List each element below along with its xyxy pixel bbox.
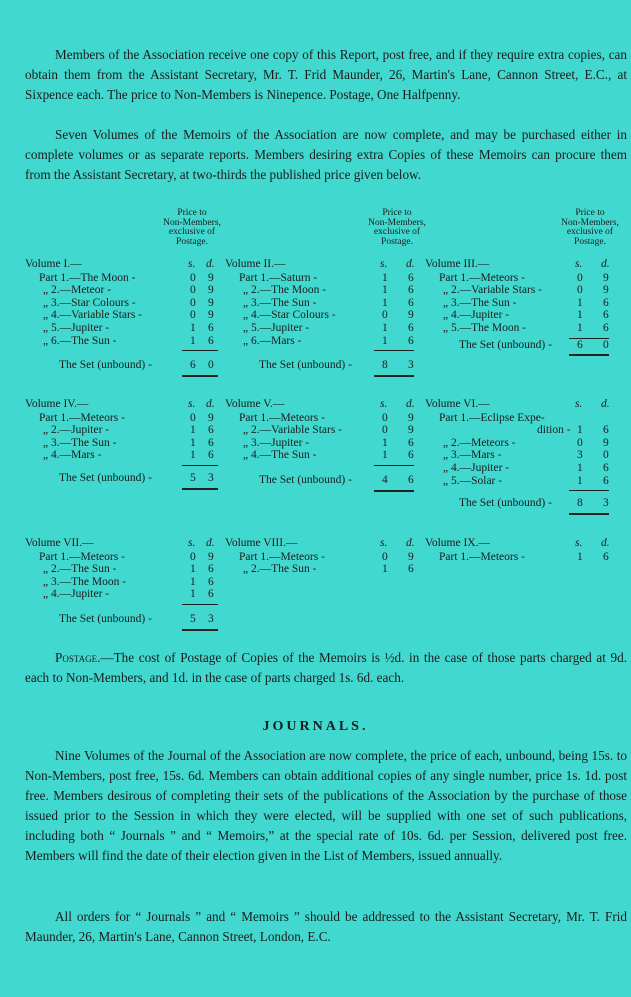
part-label: „ 5.—Solar - bbox=[443, 474, 503, 487]
part-shillings: 0 bbox=[382, 424, 388, 437]
part-pence: 0 bbox=[603, 449, 609, 462]
set-label: The Set (unbound) - bbox=[259, 474, 352, 486]
part-shillings: 1 bbox=[577, 424, 583, 437]
part-label: „ 6.—Mars - bbox=[243, 334, 302, 347]
set-pence: 3 bbox=[208, 613, 214, 625]
set-shillings: 8 bbox=[577, 497, 583, 510]
part-pence: 6 bbox=[208, 575, 214, 588]
set-label: The Set (unbound) - bbox=[59, 613, 152, 625]
part-label: Part 1.—Meteors - bbox=[39, 411, 125, 424]
part-pence: 9 bbox=[208, 284, 214, 297]
part-shillings: 1 bbox=[382, 271, 388, 284]
part-pence: 9 bbox=[603, 284, 609, 297]
volume-title: Volume VII.— bbox=[25, 537, 94, 549]
volume-title: Volume V.— bbox=[225, 398, 285, 410]
part-label: „ 2.—The Sun - bbox=[243, 563, 317, 576]
volume-title: Volume IV.— bbox=[25, 398, 89, 410]
part-label: „ 4.—The Sun - bbox=[243, 449, 317, 462]
pence-header: d. bbox=[206, 258, 215, 270]
part-label: „ 4.—Jupiter - bbox=[443, 462, 510, 474]
volume-title: Volume IX.— bbox=[425, 537, 490, 549]
part-label: „ 2.—Meteor - bbox=[43, 284, 112, 297]
part-label: „ 3.—The Moon - bbox=[43, 575, 127, 588]
part-label: „ 2.—The Moon - bbox=[243, 284, 327, 297]
part-label: „ 4.—Jupiter - bbox=[43, 588, 110, 601]
part-pence: 6 bbox=[408, 271, 414, 284]
part-pence: 6 bbox=[603, 474, 609, 487]
part-shillings: 1 bbox=[577, 322, 583, 334]
part-shillings: 0 bbox=[382, 411, 388, 424]
total-double-rule bbox=[374, 375, 414, 377]
part-shillings: 0 bbox=[190, 411, 196, 424]
pence-header: d. bbox=[601, 398, 610, 410]
part-pence: 6 bbox=[208, 449, 214, 462]
shillings-header: s. bbox=[380, 258, 388, 270]
part-shillings: 1 bbox=[190, 334, 196, 347]
part-label: „ 4.—Star Colours - bbox=[243, 309, 336, 322]
total-rule bbox=[182, 465, 218, 466]
set-pence: 3 bbox=[603, 497, 609, 510]
part-shillings: 0 bbox=[190, 550, 196, 563]
part-label: Part 1.—Meteors - bbox=[239, 411, 325, 424]
postage-lead: Postage. bbox=[55, 650, 101, 665]
set-shillings: 8 bbox=[382, 359, 388, 372]
set-pence: 0 bbox=[208, 359, 214, 372]
price-header-col2: Price to Non-Members, exclusive of Postage. bbox=[368, 208, 426, 247]
part-shillings: 0 bbox=[382, 309, 388, 322]
part-label: „ 4.—Mars - bbox=[43, 449, 102, 462]
total-rule bbox=[374, 465, 414, 466]
part-shillings: 1 bbox=[577, 296, 583, 309]
set-pence: 6 bbox=[408, 474, 414, 486]
total-rule bbox=[182, 604, 218, 605]
set-shillings: 5 bbox=[190, 613, 196, 625]
part-shillings: 1 bbox=[382, 284, 388, 297]
shillings-header: s. bbox=[575, 537, 583, 549]
part-label: Part 1.—Meteors - bbox=[39, 550, 125, 563]
pence-header: d. bbox=[601, 258, 610, 270]
part-pence: 9 bbox=[408, 411, 414, 424]
part-shillings: 1 bbox=[382, 436, 388, 449]
shillings-header: s. bbox=[575, 258, 583, 270]
part-pence: 6 bbox=[208, 563, 214, 576]
set-label: The Set (unbound) - bbox=[259, 359, 352, 372]
part-pence: 6 bbox=[408, 334, 414, 347]
total-double-rule bbox=[374, 490, 414, 492]
part-label: „ 3.—The Sun - bbox=[443, 296, 517, 309]
part-shillings: 0 bbox=[190, 271, 196, 284]
part-shillings: 0 bbox=[190, 284, 196, 297]
part-pence: 6 bbox=[408, 563, 414, 576]
price-header-col3: Price to Non-Members, exclusive of Postage. bbox=[561, 208, 619, 247]
intro-paragraph-2: Seven Volumes of the Memoirs of the Association are now complete, and may be purchased either in complete volumes or as separate reports. Members desiring extra Copies of these Memoirs can procure them from the Assistant Secretary, at two-thirds the published price given below. bbox=[25, 127, 627, 182]
total-double-rule bbox=[182, 488, 218, 490]
part-shillings: 1 bbox=[190, 424, 196, 437]
part-shillings: 0 bbox=[382, 550, 388, 563]
part-label: Part 1.—Eclipse Expe- bbox=[439, 411, 545, 424]
set-shillings: 6 bbox=[190, 359, 196, 372]
part-shillings: 1 bbox=[577, 474, 583, 487]
part-shillings: 0 bbox=[190, 296, 196, 309]
part-label: Part 1.—The Moon - bbox=[39, 271, 136, 284]
set-label: The Set (unbound) - bbox=[59, 472, 152, 484]
pence-header: d. bbox=[601, 537, 610, 549]
part-label: „ 3.—Star Colours - bbox=[43, 296, 136, 309]
part-pence: 6 bbox=[408, 449, 414, 462]
part-pence: 9 bbox=[408, 424, 414, 437]
part-shillings: 3 bbox=[577, 449, 583, 462]
part-label: „ 3.—Jupiter - bbox=[243, 436, 310, 449]
part-label: „ 5.—Jupiter - bbox=[243, 322, 310, 334]
part-label: „ 2.—Variable Stars - bbox=[243, 424, 342, 437]
part-shillings: 1 bbox=[382, 334, 388, 347]
part-label: Part 1.—Saturn - bbox=[239, 271, 318, 284]
set-pence: 3 bbox=[408, 359, 414, 372]
part-label: „ 2.—The Sun - bbox=[43, 563, 117, 576]
part-label: dition - bbox=[537, 424, 571, 437]
part-shillings: 1 bbox=[382, 322, 388, 334]
part-label: „ 5.—Jupiter - bbox=[43, 322, 110, 334]
journals-heading: JOURNALS. bbox=[262, 719, 369, 734]
part-label: Part 1.—Meteors - bbox=[439, 550, 525, 563]
part-label: „ 2.—Meteors - bbox=[443, 436, 516, 449]
set-label: The Set (unbound) - bbox=[459, 338, 552, 351]
part-pence: 6 bbox=[603, 550, 609, 563]
part-shillings: 1 bbox=[190, 322, 196, 334]
part-shillings: 1 bbox=[577, 550, 583, 563]
part-pence: 6 bbox=[208, 334, 214, 347]
volume-title: Volume VIII.— bbox=[225, 537, 298, 549]
part-label: „ 4.—Jupiter - bbox=[443, 309, 510, 322]
part-pence: 9 bbox=[208, 550, 214, 563]
part-shillings: 1 bbox=[577, 462, 583, 474]
part-pence: 9 bbox=[208, 296, 214, 309]
volume-title: Volume I.— bbox=[25, 258, 82, 270]
part-pence: 9 bbox=[408, 550, 414, 563]
part-shillings: 1 bbox=[382, 563, 388, 576]
pence-header: d. bbox=[406, 398, 415, 410]
shillings-header: s. bbox=[188, 258, 196, 270]
part-label: „ 2.—Variable Stars - bbox=[443, 284, 542, 297]
part-pence: 9 bbox=[603, 436, 609, 449]
part-shillings: 1 bbox=[577, 309, 583, 322]
part-shillings: 1 bbox=[382, 449, 388, 462]
pence-header: d. bbox=[206, 537, 215, 549]
total-rule bbox=[569, 490, 609, 491]
part-pence: 6 bbox=[603, 296, 609, 309]
part-shillings: 0 bbox=[577, 271, 583, 284]
part-shillings: 1 bbox=[190, 449, 196, 462]
part-pence: 6 bbox=[603, 309, 609, 322]
total-double-rule bbox=[182, 629, 218, 631]
part-label: „ 2.—Jupiter - bbox=[43, 424, 110, 437]
part-label: Part 1.—Meteors - bbox=[239, 550, 325, 563]
price-header-col1: Price to Non-Members, exclusive of Postage. bbox=[163, 208, 221, 247]
pence-header: d. bbox=[406, 537, 415, 549]
part-label: „ 3.—The Sun - bbox=[43, 436, 117, 449]
part-shillings: 1 bbox=[190, 436, 196, 449]
part-label: „ 3.—The Sun - bbox=[243, 296, 317, 309]
part-shillings: 1 bbox=[190, 575, 196, 588]
volume-title: Volume III.— bbox=[425, 258, 490, 270]
part-pence: 6 bbox=[408, 322, 414, 334]
part-label: „ 6.—The Sun - bbox=[43, 334, 117, 347]
set-shillings: 6 bbox=[577, 338, 583, 351]
part-shillings: 1 bbox=[190, 588, 196, 601]
total-double-rule bbox=[569, 354, 609, 356]
part-pence: 6 bbox=[208, 322, 214, 334]
pence-header: d. bbox=[206, 398, 215, 410]
part-pence: 9 bbox=[208, 309, 214, 322]
total-double-rule bbox=[569, 513, 609, 515]
part-label: „ 5.—The Moon - bbox=[443, 322, 527, 334]
part-pence: 6 bbox=[208, 588, 214, 601]
postage-paragraph bbox=[25, 648, 627, 688]
part-shillings: 1 bbox=[190, 563, 196, 576]
part-pence: 9 bbox=[408, 309, 414, 322]
journals-paragraph-1: Nine Volumes of the Journal of the Association are now complete, the price of each, unbound, being 15s. to Non-Members, post free, 15s. 6d. Members can obtain additional copies of any single number, price 1s. 1d. post free. Members desirous of completing their sets of the publications of the Association by the purchase of those issued prior to the Session in which they were elected, will be supplied with one set of such publications, including both “ Journals ” and “ Memoirs,” at the special rate of 10s. 6d. per Session, delivered post free. Members will find the date of their election given in the List of Members, issued annually. bbox=[25, 748, 627, 863]
part-pence: 6 bbox=[408, 284, 414, 297]
set-label: The Set (unbound) - bbox=[459, 497, 552, 510]
set-shillings: 5 bbox=[190, 472, 196, 484]
shillings-header: s. bbox=[380, 398, 388, 410]
shillings-header: s. bbox=[188, 398, 196, 410]
set-pence: 3 bbox=[208, 472, 214, 484]
shillings-header: s. bbox=[575, 398, 583, 410]
part-pence: 9 bbox=[208, 271, 214, 284]
set-pence: 0 bbox=[603, 338, 609, 351]
part-pence: 6 bbox=[603, 322, 609, 334]
shillings-header: s. bbox=[188, 537, 196, 549]
journals-paragraph-2: All orders for “ Journals ” and “ Memoirs ” should be addressed to the Assistant Secretary, Mr. T. Frid Maunder, 26, Martin's Lane, Cannon Street, London, E.C. bbox=[25, 909, 627, 944]
total-rule bbox=[182, 350, 218, 351]
intro-paragraph-1: Members of the Association receive one copy of this Report, post free, and if they require extra copies, can obtain them from the Assistant Secretary, Mr. T. Frid Maunder, 26, Martin's Lane, Cannon Street, E.C., at Sixpence each. The price to Non-Members is Ninepence. Postage, One Halfpenny. bbox=[25, 47, 627, 102]
part-pence: 6 bbox=[603, 424, 609, 437]
part-pence: 9 bbox=[208, 411, 214, 424]
part-shillings: 0 bbox=[190, 309, 196, 322]
set-shillings: 4 bbox=[382, 474, 388, 486]
shillings-header: s. bbox=[380, 537, 388, 549]
pence-header: d. bbox=[406, 258, 415, 270]
part-shillings: 0 bbox=[577, 284, 583, 297]
total-rule bbox=[374, 350, 414, 351]
postage-text: —The cost of Postage of Copies of the Memoirs is ½d. in the case of those parts charged at 9d. each to Non-Members, and 1d. in the case of parts charged 1s. 6d. each. bbox=[25, 650, 627, 685]
part-pence: 9 bbox=[603, 271, 609, 284]
volume-title: Volume II.— bbox=[225, 258, 286, 270]
set-label: The Set (unbound) - bbox=[59, 359, 152, 372]
part-pence: 6 bbox=[408, 296, 414, 309]
part-pence: 6 bbox=[408, 436, 414, 449]
part-pence: 6 bbox=[603, 462, 609, 474]
part-label: Part 1.—Meteors - bbox=[439, 271, 525, 284]
part-shillings: 0 bbox=[577, 436, 583, 449]
part-shillings: 1 bbox=[382, 296, 388, 309]
total-double-rule bbox=[182, 375, 218, 377]
volume-title: Volume VI.— bbox=[425, 398, 490, 410]
part-label: „ 3.—Mars - bbox=[443, 449, 502, 462]
part-label: „ 4.—Variable Stars - bbox=[43, 309, 142, 322]
part-pence: 6 bbox=[208, 436, 214, 449]
part-pence: 6 bbox=[208, 424, 214, 437]
